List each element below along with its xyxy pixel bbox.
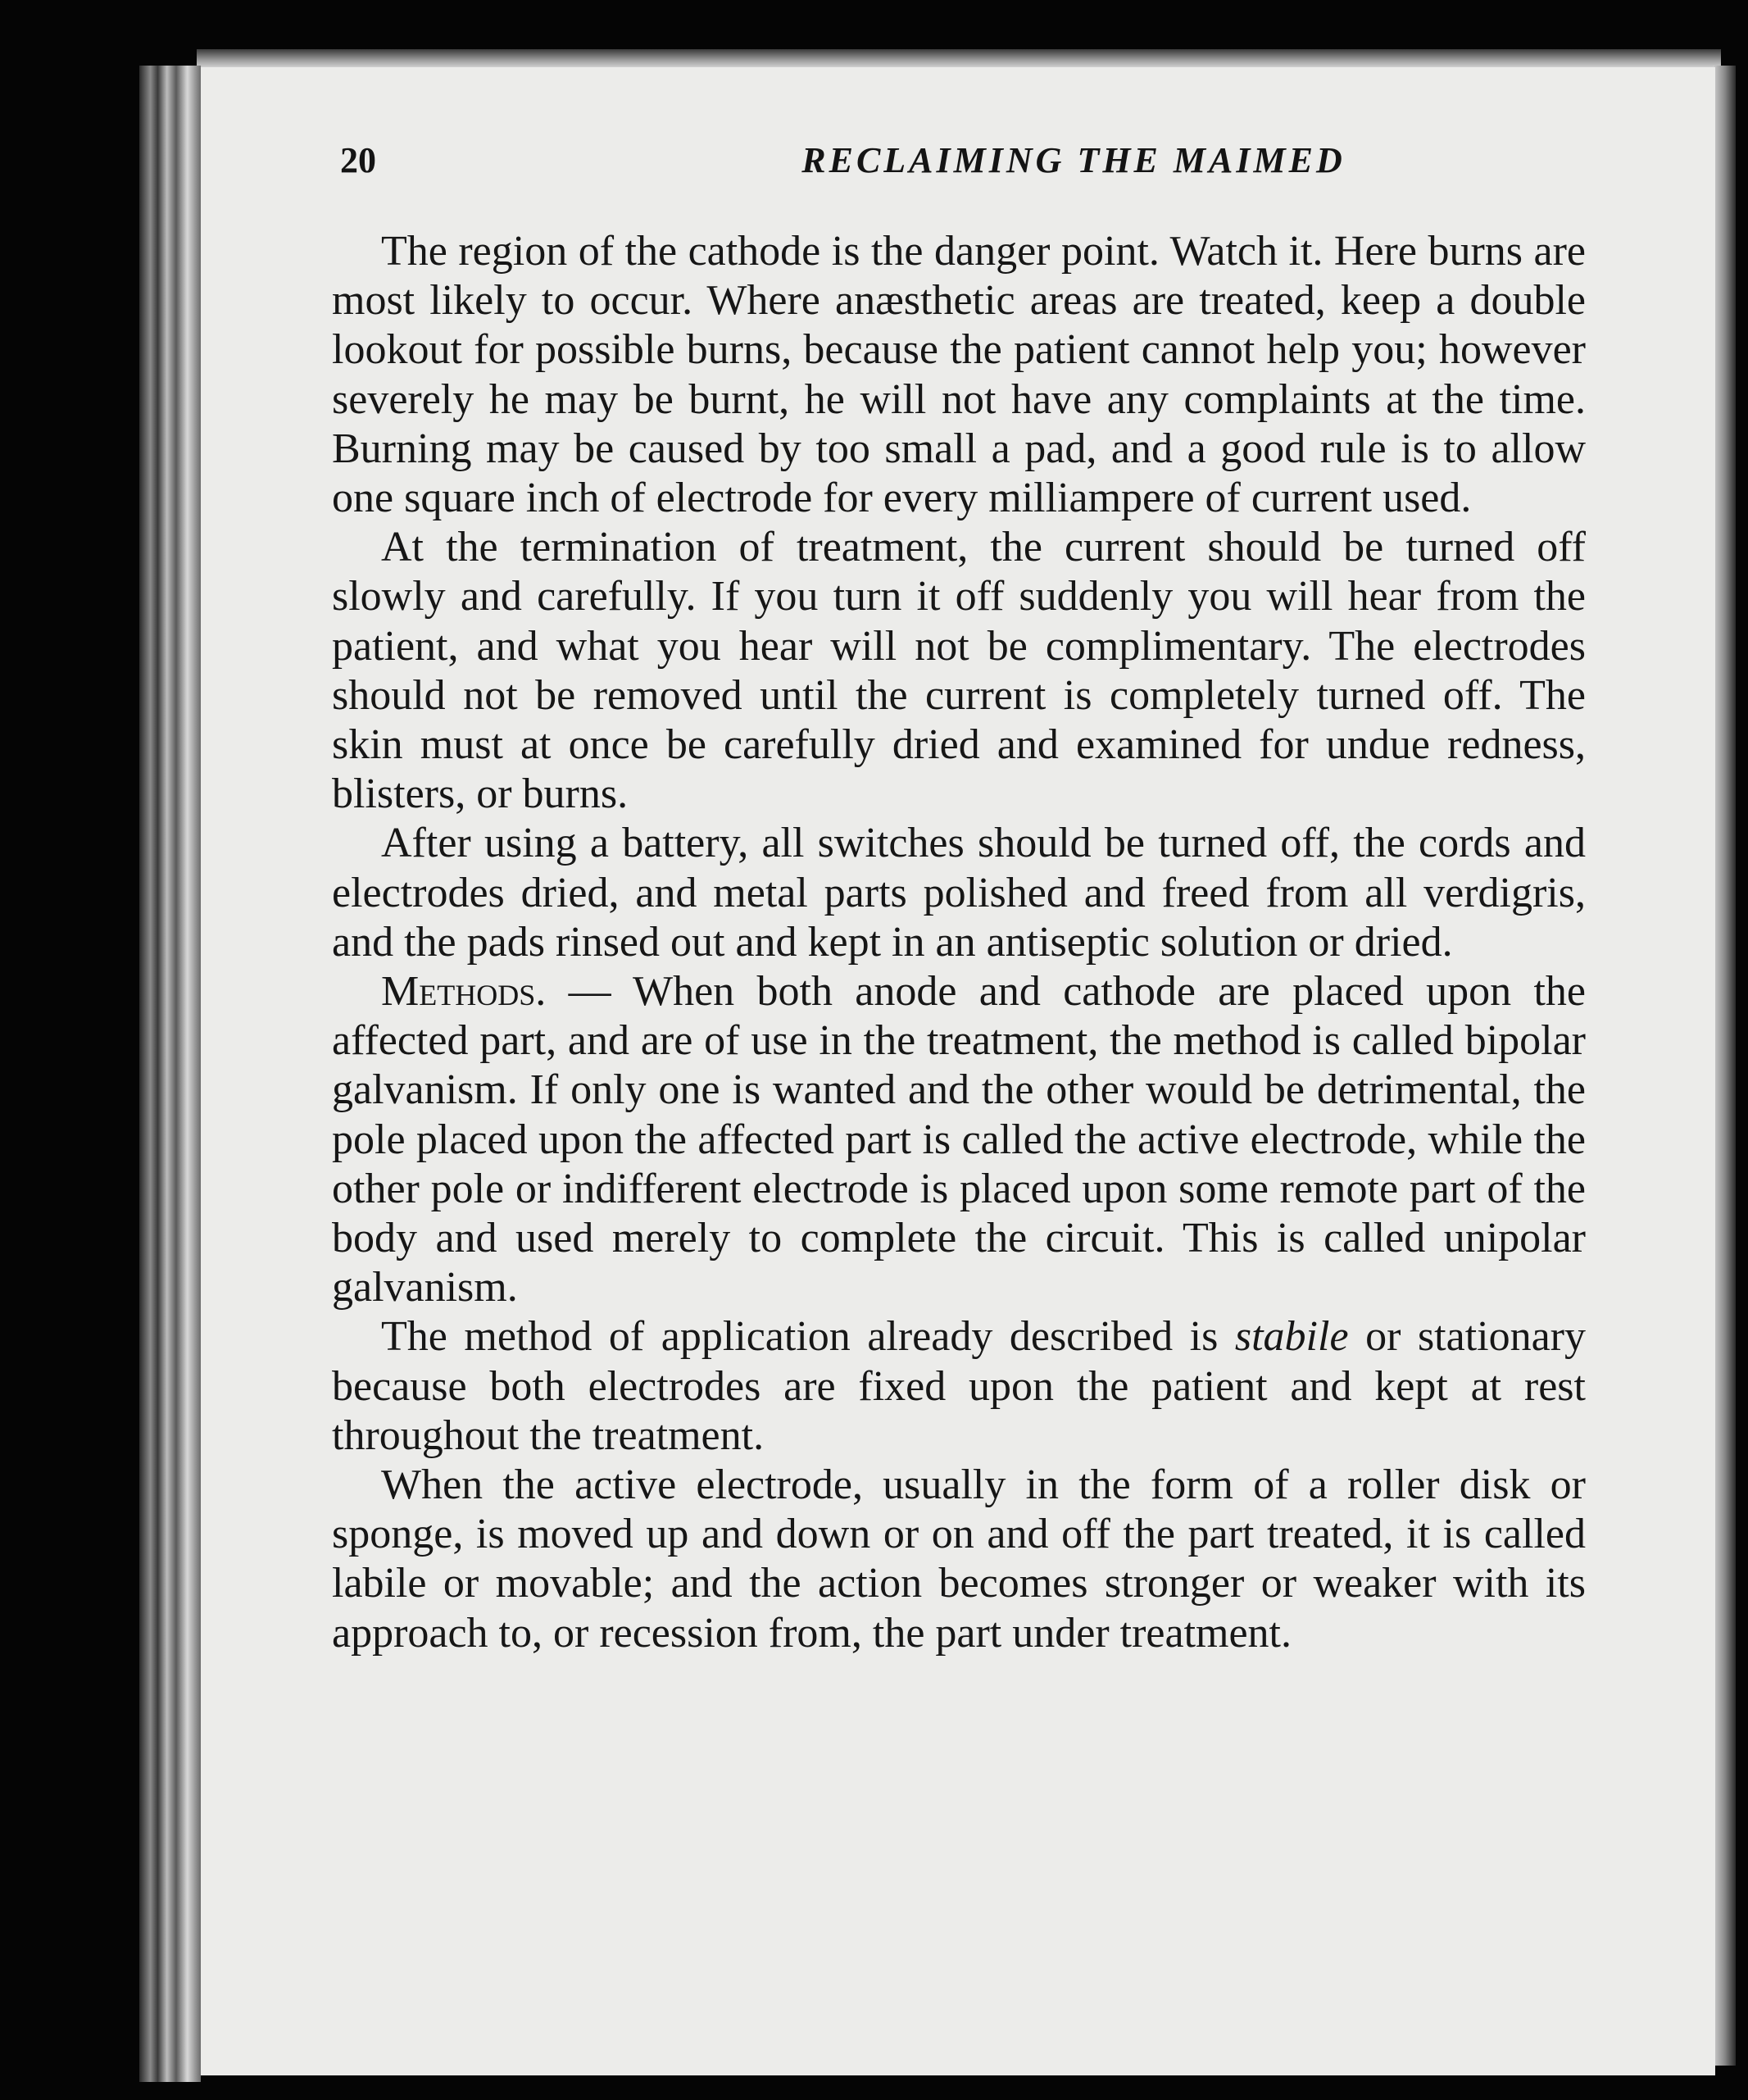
book-right-edge (1713, 66, 1736, 2066)
stabile-text-before: The method of application already described is (381, 1313, 1235, 1361)
paragraph-methods (332, 967, 1586, 1312)
paragraph-labile: When the active electrode, usually in the form of a roller disk or sponge, is moved up and down or on and off the part treated, it is called labile or movable; and the action becomes stronger or weaker with its approach to, or recession from, the part under treatment. (332, 1461, 1586, 1657)
book-binding-edge (139, 66, 201, 2082)
paragraph-battery-care: After using a battery, all switches should be turned off, the cords and electrodes dried, and metal parts polished and freed from all verdigris, and the pads rinsed out and kept in an antiseptic solution or dried. (332, 820, 1586, 966)
stabile-term: stabile (1234, 1313, 1349, 1361)
book-page (201, 67, 1715, 2075)
paragraph-termination: At the termination of treatment, the current should be turned off slowly and carefully. If you turn it off suddenly you will hear from the patient, and what you hear will not be complimentary. The electrodes should not be removed until the current is completely turned off. The skin must at once be carefully dried and examined for undue redness, blisters, or burns. (332, 524, 1586, 818)
page-number: 20 (340, 140, 376, 180)
methods-heading: Methods. (381, 968, 547, 1016)
stabile-text-after: or stationary because both electrodes are fixed upon the patient and kept at rest throughout the treatment. (332, 1313, 1586, 1459)
paragraph-stabile (332, 1312, 1586, 1461)
body-text (332, 227, 1586, 1658)
book-top-edge (197, 49, 1721, 67)
running-head (340, 139, 1709, 189)
running-title: RECLAIMING THE MAIMED (801, 140, 1346, 180)
methods-text: — When both anode and cathode are placed upon the affected part, and are of use in the treatment, the method is called bipolar galvanism. If only one is wanted and the other would be detrimental, the pole placed upon the affected part is called the active electrode, while the other pole or indifferent electrode is placed upon some remote part of the body and used merely to complete the circuit. This is called unipolar galvanism. (332, 968, 1586, 1311)
paragraph-cathode-danger: The region of the cathode is the danger point. Watch it. Here burns are most likely to occur. Where anæsthetic areas are treated, keep a double lookout for possible burns, because the patient cannot help you; however severely he may be burnt, he will not have any complaints at the time. Burning may be caused by too small a pad, and a good rule is to allow one square inch of electrode for every milliampere of current used. (332, 228, 1586, 522)
